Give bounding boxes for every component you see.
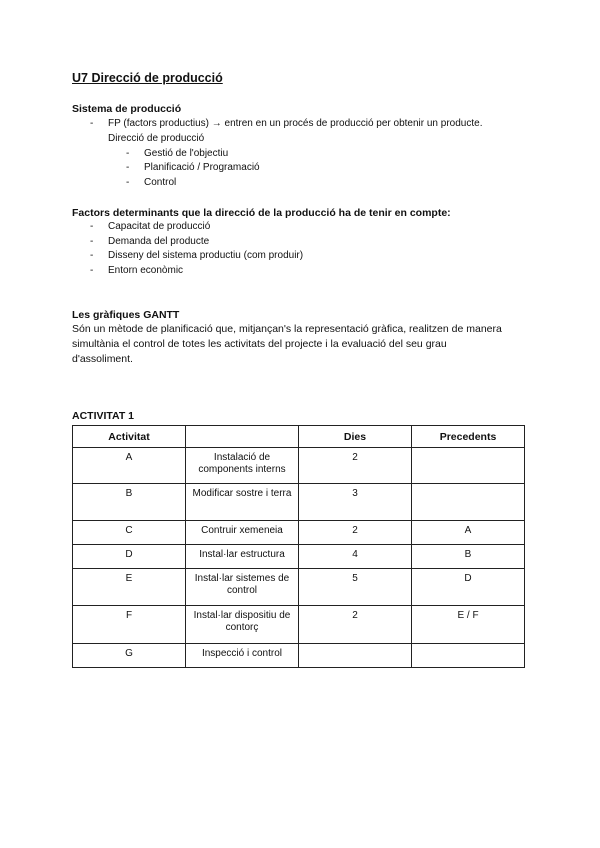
section-heading-factors: Factors determinants que la direcció de la producció ha de tenir en compte: [72, 207, 451, 219]
table-row [73, 569, 525, 606]
table-row [73, 545, 525, 569]
sub-item: Control [144, 177, 177, 188]
dash-bullet: - [126, 177, 130, 188]
activity-heading: ACTIVITAT 1 [72, 410, 135, 422]
column-header-description [186, 426, 299, 448]
cell-days: 2 [299, 606, 412, 644]
cell-description: Instalació de components interns [186, 448, 299, 484]
cell-activity-id: F [73, 606, 186, 644]
table-header-row [73, 426, 525, 448]
cell-description: Inspecció i control [186, 644, 299, 668]
table-row [73, 644, 525, 668]
cell-precedents: E / F [412, 606, 525, 644]
cell-precedents [412, 644, 525, 668]
sub-item: Planificació / Programació [144, 162, 260, 173]
cell-description: Contruir xemeneia [186, 521, 299, 545]
cell-activity-id: A [73, 448, 186, 484]
gantt-paragraph-line: simultània el control de totes les activitats del projecte i la evaluació del seu grau [72, 338, 447, 350]
activity-table [72, 425, 525, 668]
section-heading-production-system: Sistema de producció [72, 103, 182, 115]
dash-bullet: - [90, 236, 94, 247]
cell-days [299, 644, 412, 668]
dash-bullet: - [90, 221, 94, 232]
cell-days: 5 [299, 569, 412, 606]
section-heading-gantt: Les gràfiques GANTT [72, 309, 180, 321]
cell-precedents [412, 448, 525, 484]
cell-precedents: B [412, 545, 525, 569]
table-row [73, 484, 525, 521]
sub-item: Gestió de l'objectiu [144, 148, 229, 159]
cell-activity-id: D [73, 545, 186, 569]
dash-bullet: - [126, 148, 130, 159]
dash-bullet: - [90, 265, 94, 276]
cell-activity-id: C [73, 521, 186, 545]
column-header-precedents: Precedents [412, 426, 525, 448]
page-title: U7 Direcció de producció [72, 71, 223, 85]
cell-activity-id: B [73, 484, 186, 521]
cell-description: Instal·lar sistemes de control [186, 569, 299, 606]
column-header-days: Dies [299, 426, 412, 448]
cell-precedents: A [412, 521, 525, 545]
cell-days: 3 [299, 484, 412, 521]
cell-description: Instal·lar estructura [186, 545, 299, 569]
table-row [73, 606, 525, 644]
cell-precedents [412, 484, 525, 521]
gantt-paragraph-line: Són un mètode de planificació que, mitjançan's la representació gràfica, realitzen de manera [72, 323, 502, 335]
table-row [73, 448, 525, 484]
cell-activity-id: G [73, 644, 186, 668]
factor-item: Entorn econòmic [108, 265, 184, 276]
factor-item: Disseny del sistema productiu (com produir) [108, 250, 304, 261]
dash-bullet: - [90, 250, 94, 261]
fp-bullet-text: FP (factors productius) → entren en un procés de producció per obtenir un producte. [108, 118, 483, 129]
dash-bullet: - [126, 162, 130, 173]
cell-description: Instal·lar dispositiu de contorç [186, 606, 299, 644]
cell-description: Modificar sostre i terra [186, 484, 299, 521]
factor-item: Capacitat de producció [108, 221, 211, 232]
cell-activity-id: E [73, 569, 186, 606]
gantt-paragraph-line: d'assoliment. [72, 353, 133, 365]
column-header-activity: Activitat [73, 426, 186, 448]
cell-days: 2 [299, 448, 412, 484]
factor-item: Demanda del producte [108, 236, 210, 247]
dash-bullet: - [90, 118, 94, 129]
fp-bullet-continuation: Direcció de producció [108, 133, 205, 144]
cell-precedents: D [412, 569, 525, 606]
cell-days: 4 [299, 545, 412, 569]
cell-days: 2 [299, 521, 412, 545]
table-row [73, 521, 525, 545]
